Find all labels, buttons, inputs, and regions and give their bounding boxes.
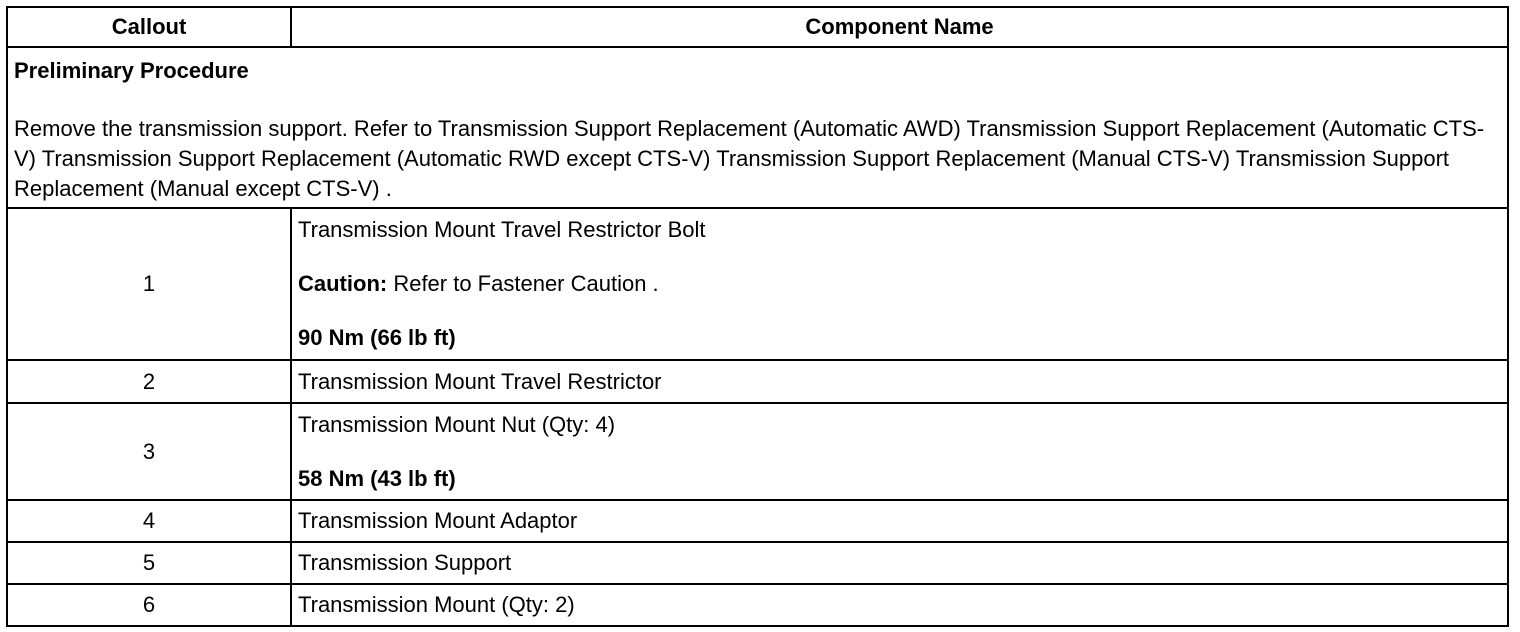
caution-label: Caution: (298, 271, 388, 296)
component-name: Transmission Mount Travel Restrictor Bolt (298, 217, 706, 242)
callout-number: 4 (7, 500, 291, 542)
callout-column-header: Callout (7, 7, 291, 47)
component-name: Transmission Mount Nut (Qty: 4) (298, 411, 616, 437)
callout-number: 2 (7, 360, 291, 403)
preliminary-procedure-cell (7, 47, 1508, 208)
caution-note (298, 269, 1501, 299)
table-row (7, 360, 1508, 403)
component-name: Transmission Mount (Qty: 2) (291, 584, 1508, 626)
component-name: Transmission Mount Adaptor (291, 500, 1508, 542)
torque-spec: 90 Nm (66 lb ft) (298, 325, 456, 350)
component-cell (291, 208, 1508, 360)
table-row (7, 208, 1508, 360)
table-header-row (7, 7, 1508, 47)
component-table (6, 6, 1509, 627)
table-row (7, 542, 1508, 584)
component-name: Transmission Mount Travel Restrictor (291, 360, 1508, 403)
table-row (7, 403, 1508, 500)
table-row (7, 584, 1508, 626)
preliminary-procedure-text: Remove the transmission support. Refer to Transmission Support Replacement (Automatic AWD) Transmission Support Replacement (Automatic CTS-V) Transmission Support Replacement (Automatic RWD except CTS-V) Transmission Support Replacement (Manual CTS-V) Transmission Support Replacement (Manual except CTS-V) . (14, 116, 1485, 201)
component-name-column-header: Component Name (291, 7, 1508, 47)
document-page (6, 6, 1509, 627)
caution-text: Refer to Fastener Caution . (387, 271, 659, 296)
component-cell (291, 403, 1508, 500)
callout-number: 3 (7, 403, 291, 500)
preliminary-procedure-title: Preliminary Procedure (14, 58, 249, 83)
torque-spec: 58 Nm (43 lb ft) (298, 465, 456, 491)
table-row (7, 500, 1508, 542)
component-name: Transmission Support (291, 542, 1508, 584)
callout-number: 1 (7, 208, 291, 360)
callout-number: 5 (7, 542, 291, 584)
callout-number: 6 (7, 584, 291, 626)
preliminary-procedure-row (7, 47, 1508, 208)
